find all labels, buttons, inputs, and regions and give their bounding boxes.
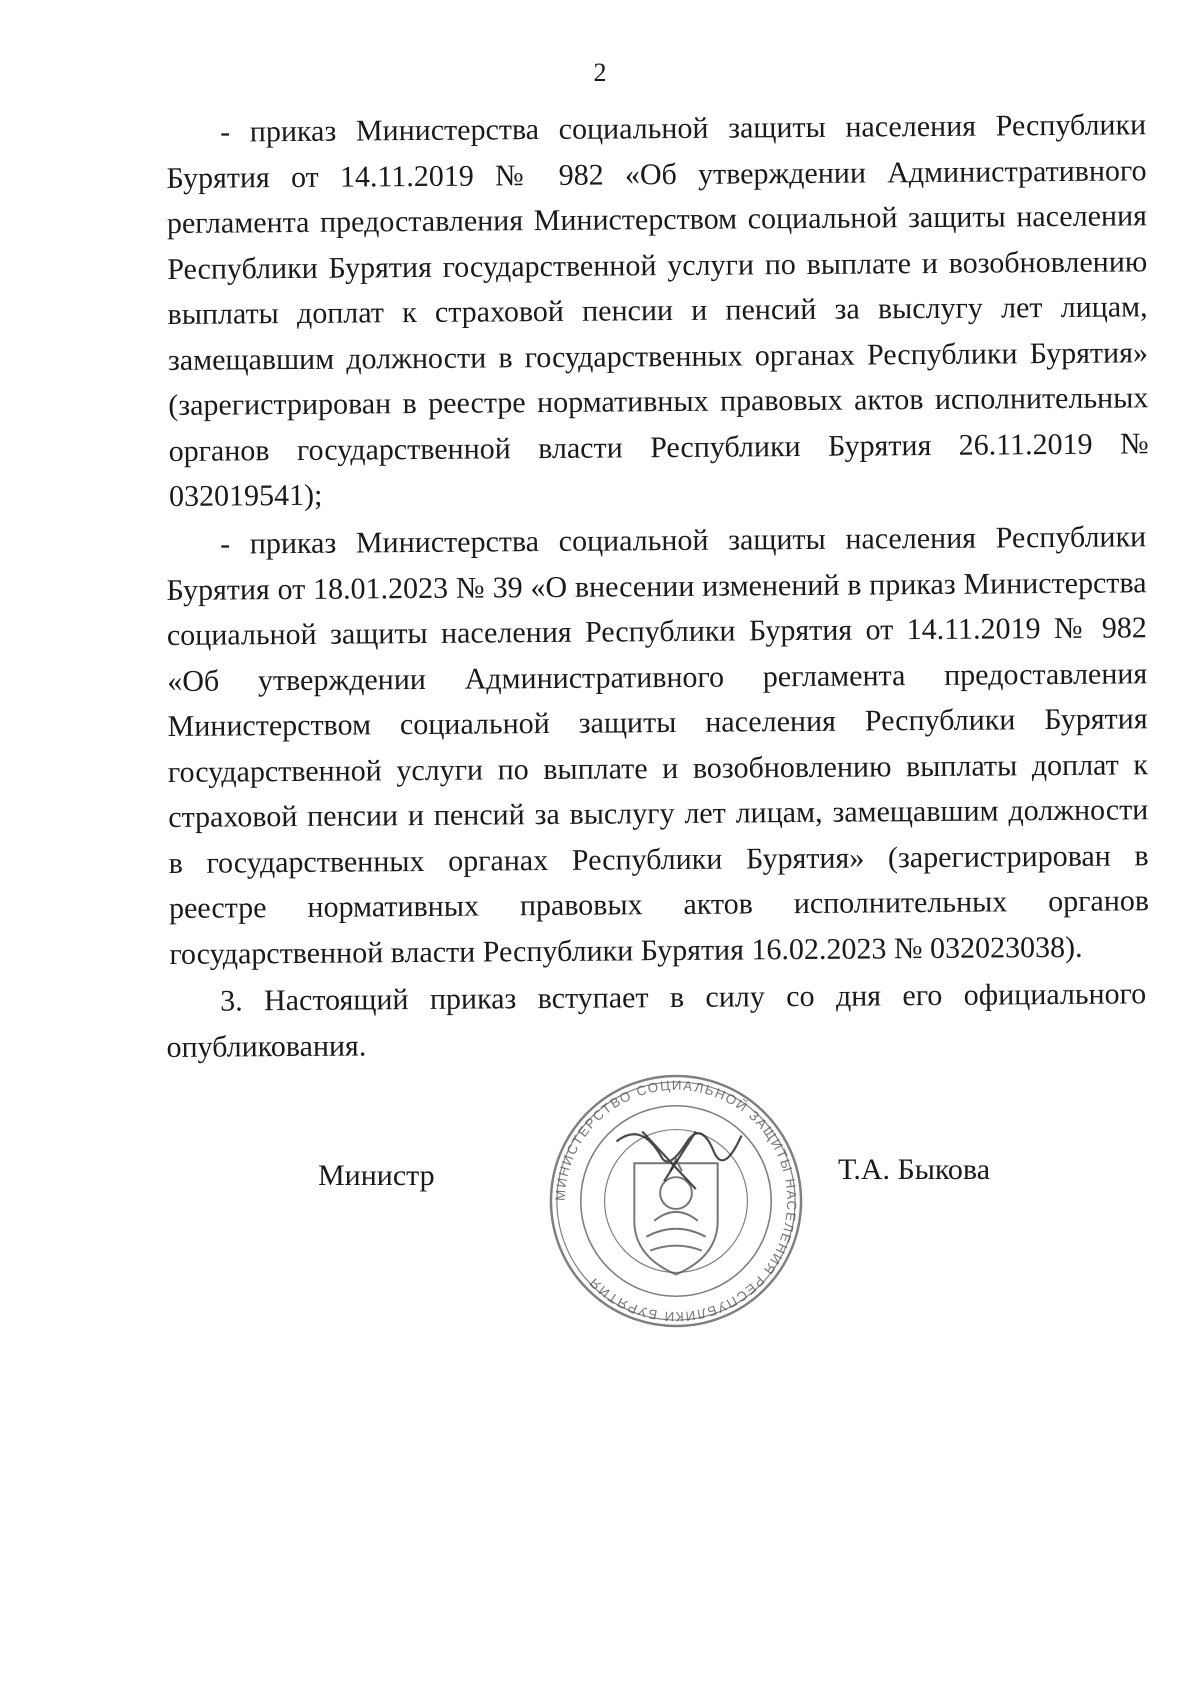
- paragraph-effective-date: 3. Настоящий приказ вступает в силу со дня его официального опубликования.: [166, 976, 1147, 1063]
- signature-block: [0, 1058, 1200, 1358]
- paragraph-order-2019: - приказ Министерства социальной защиты населения Республики Бурятия от 14.11.2019 № 982 «Об утверждении Административного регламента предоставления Министерством социальной защиты населения Республики Бурятия государственной услуги по выплате и возобновлению выплаты доплат к страховой пенсии и пенсий за выслугу лет лицам, замещавшим должности в государственных органах Республики Бурятия» (зарегистрирован в реестре нормативных правовых актов исполнительных органов государственной власти Республики Бурятия 26.11.2019 № 032019541);: [166, 108, 1149, 513]
- svg-text:МИНИСТЕРСТВО СОЦИАЛЬНОЙ ЗАЩИТЫ: [553, 1078, 800, 1324]
- signatory-title: Министр: [318, 1159, 435, 1192]
- seal-ring-text: МИНИСТЕРСТВО СОЦИАЛЬНОЙ ЗАЩИТЫ НАСЕЛЕНИЯ РЕСПУБЛИКИ БУРЯТИЯ: [552, 1077, 800, 1325]
- signatory-name: Т.А. Быкова: [838, 1153, 991, 1186]
- official-seal-stamp: [547, 1072, 805, 1330]
- document-body: [166, 108, 1150, 1072]
- paragraph-order-2023: - приказ Министерства социальной защиты населения Республики Бурятия от 18.01.2023 № 39 «О внесении изменений в приказ Министерства социальной защиты населения Республики Бурятия от 14.11.2019 № 982 «Об утверждении Административного регламента предоставления Министерством социальной защиты населения Республики Бурятия государственной услуги по выплате и возобновлению выплаты доплат к страховой пенсии и пенсий за выслугу лет лицам, замещавшим должности в государственных органах Республики Бурятия» (зарегистрирован в реестре нормативных правовых актов исполнительных органов государственной власти Республики Бурятия 16.02.2023 № 032023038).: [166, 519, 1150, 970]
- coat-of-arms-emblem: [634, 1159, 717, 1274]
- page-number: 2: [593, 58, 607, 87]
